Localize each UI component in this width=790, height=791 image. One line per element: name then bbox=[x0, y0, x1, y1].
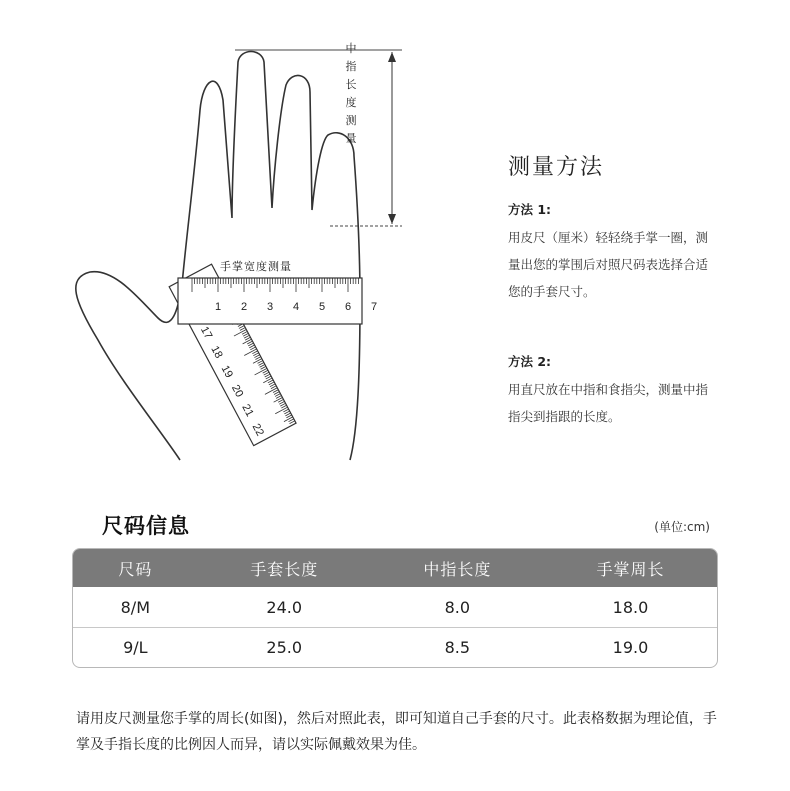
column-header: 手掌周长 bbox=[596, 559, 665, 579]
size-table bbox=[72, 548, 718, 668]
ruler-tick-label: 17 bbox=[197, 324, 215, 342]
ruler-tick-label: 7 bbox=[371, 301, 378, 313]
horizontal-ruler bbox=[178, 278, 377, 324]
unit-note: (单位:cm) bbox=[654, 520, 710, 534]
table-cell: 18.0 bbox=[612, 597, 649, 617]
middle-finger-length-label: 中指长度测量 bbox=[345, 42, 357, 145]
column-header: 手套长度 bbox=[250, 559, 319, 579]
table-cell: 25.0 bbox=[266, 638, 303, 657]
ruler-tick-label: 20 bbox=[228, 382, 246, 400]
ruler-tick-label: 3 bbox=[267, 301, 274, 313]
method-1-text: 用皮尺（厘米）轻轻绕手掌一圈，测量出您的掌围后对照尺码表选择合适您的手套尺寸。 bbox=[508, 230, 709, 299]
table-cell: 9/L bbox=[123, 638, 148, 657]
ruler-tick-label: 4 bbox=[293, 301, 300, 313]
table-row bbox=[73, 587, 717, 627]
ruler-tick-label: 22 bbox=[249, 421, 266, 439]
table-cell: 19.0 bbox=[612, 638, 649, 657]
table-cell: 8.0 bbox=[444, 597, 471, 617]
ruler-tick-label: 21 bbox=[239, 402, 256, 419]
table-row bbox=[73, 627, 717, 667]
ruler-tick-label: 6 bbox=[345, 301, 352, 313]
palm-width-label: 手掌宽度测量 bbox=[220, 260, 292, 273]
method-title: 测量方法 bbox=[508, 155, 605, 180]
method-2-text: 用直尺放在中指和食指尖，测量中指指尖到指跟的长度。 bbox=[508, 382, 709, 424]
method-2-heading: 方法 2: bbox=[508, 354, 552, 369]
method-1 bbox=[508, 200, 718, 305]
table-header-row bbox=[73, 549, 717, 587]
column-header: 尺码 bbox=[118, 559, 153, 579]
size-info-title: 尺码信息 bbox=[102, 514, 190, 538]
ruler-tick-label: 2 bbox=[241, 301, 248, 313]
sizing-note: 请用皮尺测量您手掌的周长(如图)，然后对照此表，即可知道自己手套的尺寸。此表格数据为理论值，手掌及手指长度的比例因人而异，请以实际佩戴效果为佳。 bbox=[76, 711, 717, 753]
table-cell: 24.0 bbox=[266, 597, 303, 617]
table-cell: 8/M bbox=[120, 597, 150, 617]
ruler-tick-label: 1 bbox=[215, 301, 222, 313]
hand-outline bbox=[76, 52, 360, 461]
method-2 bbox=[508, 352, 718, 430]
ruler-tick-label: 18 bbox=[208, 344, 225, 361]
ruler-tick-label: 5 bbox=[319, 301, 326, 313]
column-header: 中指长度 bbox=[423, 559, 492, 579]
ruler-tick-label: 19 bbox=[218, 363, 236, 380]
table-cell: 8.5 bbox=[444, 638, 471, 657]
hand-measurement-illustration bbox=[60, 40, 440, 480]
method-1-heading: 方法 1: bbox=[508, 202, 552, 217]
